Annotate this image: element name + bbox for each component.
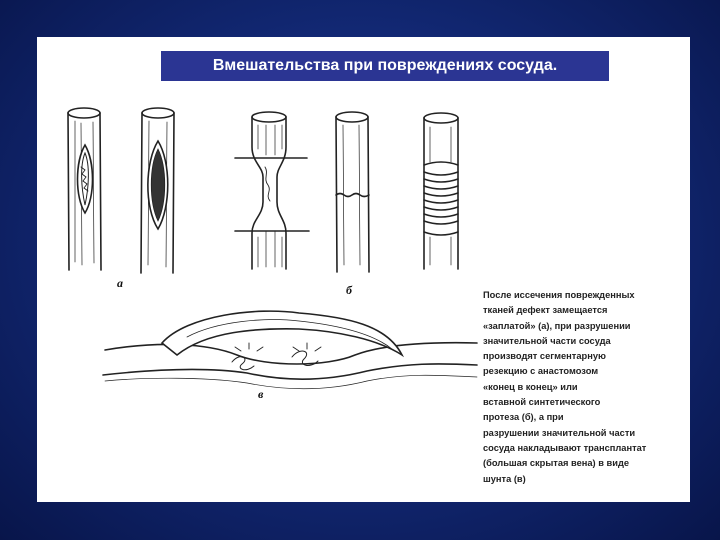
vessel-resection-drawing <box>235 112 309 269</box>
vessel-anastomosis-drawing <box>336 112 369 272</box>
vessel-patch-large-drawing <box>141 108 174 273</box>
caption-line: После иссечения поврежденных <box>483 290 635 300</box>
caption-line: значительной части сосуда <box>483 335 611 346</box>
vessel-patch-small-drawing <box>68 108 101 270</box>
vessel-bypass-drawing <box>103 311 477 389</box>
figure-label-v: в <box>258 387 264 401</box>
caption-line: вставной синтетического <box>483 397 601 408</box>
caption-line: протеза (б), а при <box>483 412 564 423</box>
caption-line: шунта (в) <box>483 473 526 484</box>
caption-line: сосуда накладывают трансплантат <box>483 442 647 453</box>
caption-line: резекцию с анастомозом <box>483 366 599 377</box>
figure-caption <box>483 288 683 487</box>
vessel-prosthesis-drawing <box>424 113 458 269</box>
slide-panel <box>37 37 690 502</box>
caption-line: (большая скрытая вена) в виде <box>483 458 630 469</box>
caption-line: «заплатой» (а), при разрушении <box>483 320 631 331</box>
figure-label-a: а <box>117 276 123 290</box>
slide-title: Вмешательства при повреждениях сосуда. <box>161 51 609 81</box>
caption-line: разрушении значительной части <box>483 427 636 438</box>
figure-label-b: б <box>346 283 352 297</box>
caption-line: «конец в конец» или <box>483 381 578 392</box>
caption-line: тканей дефект замещается <box>483 305 608 316</box>
caption-line: производят сегментарную <box>483 351 606 362</box>
